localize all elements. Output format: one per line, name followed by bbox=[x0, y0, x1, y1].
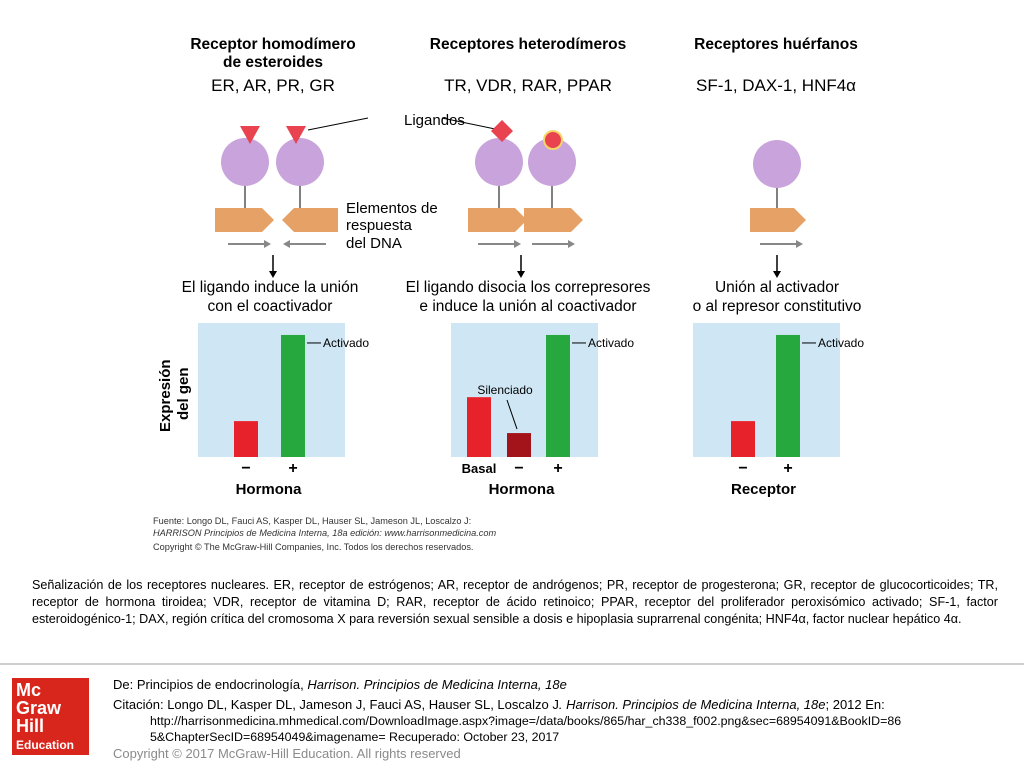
col1-outcome-line1: El ligando induce la unión bbox=[181, 279, 359, 296]
col2-receptors bbox=[468, 120, 583, 248]
chart-bar bbox=[281, 335, 305, 457]
response-element bbox=[215, 208, 274, 232]
ligands-label: Ligandos bbox=[404, 112, 465, 129]
y-axis-title bbox=[157, 359, 192, 432]
dna-label-line1: Elementos de bbox=[346, 200, 438, 217]
arrow-head bbox=[283, 240, 290, 248]
chart-bar bbox=[507, 433, 531, 457]
chart-bar bbox=[731, 421, 755, 457]
from-book: Harrison. Principios de Medicina Interna, 18e bbox=[307, 677, 567, 692]
source-line2: HARRISON Principios de Medicina Interna, 18a edición: www.harrisonmedicina.com bbox=[153, 528, 497, 538]
source-block bbox=[153, 516, 496, 552]
chart-bar bbox=[776, 335, 800, 457]
down-arrow-head bbox=[773, 271, 781, 278]
citation-url-line1[interactable]: http://harrisonmedicina.mhmedical.com/DownloadImage.aspx?image=/data/books/865/har_ch338_f002.png&sec=68954091&BookID=86 bbox=[150, 714, 902, 728]
receptor-circle bbox=[753, 140, 801, 188]
response-element bbox=[524, 208, 583, 232]
response-element bbox=[282, 208, 338, 232]
logo-line1: Mc bbox=[16, 680, 42, 700]
annotation-label: Activado bbox=[818, 335, 865, 350]
col3-title: Receptores huérfanos bbox=[694, 36, 858, 53]
tick-label: Basal bbox=[461, 461, 497, 476]
tick-label: − bbox=[514, 460, 524, 477]
arrow-head bbox=[796, 240, 803, 248]
logo-line3: Hill bbox=[16, 716, 45, 736]
col2-examples: TR, VDR, RAR, PPAR bbox=[444, 76, 612, 95]
col1-examples: ER, AR, PR, GR bbox=[211, 76, 335, 95]
figure-caption: Señalización de los receptores nucleares. ER, receptor de estrógenos; AR, receptor de andrógenos; PR, receptor de progesterona; GR, receptor de glucocorticoides; TR, receptor de hormona tiroidea; VDR, receptor de vitamina D; RAR, receptor de ácido retinoico; PPAR, receptor del proliferador peroxisómico activado; SF-1, factor esteroidogénico-1; DAX, región crítica del cromosoma X para reversión sexual sensible a dosis e hipoplasia suprarrenal congénita; HNF4α, factor nuclear hepático 4α. bbox=[32, 578, 998, 627]
copyright-footer: Copyright © 2017 McGraw-Hill Education. All rights reserved bbox=[113, 746, 461, 761]
from-prefix: De: Principios de endocrinología, bbox=[113, 677, 308, 692]
down-arrow-head bbox=[517, 271, 525, 278]
response-element bbox=[468, 208, 527, 232]
chart-bar bbox=[546, 335, 570, 457]
citation-prefix: Citación: Longo DL, Kasper DL, Jameson J, Fauci AS, Hauser SL, Loscalzo J bbox=[113, 697, 559, 712]
col3-outcome-line1: Unión al activador bbox=[714, 279, 840, 296]
nuclear-receptor-figure bbox=[140, 22, 870, 557]
col1-title-line2: de esteroides bbox=[223, 54, 323, 71]
col2-outcome-line2: e induce la unión al coactivador bbox=[419, 298, 637, 315]
x-axis-label: Hormona bbox=[488, 481, 555, 498]
arrow-head bbox=[568, 240, 575, 248]
response-element bbox=[750, 208, 806, 232]
annotation-label: Activado bbox=[323, 335, 370, 350]
arrow-head bbox=[264, 240, 271, 248]
footer-separator bbox=[0, 663, 1024, 665]
mcgraw-hill-logo bbox=[12, 678, 89, 755]
col2-outcome-line1: El ligando disocia los correpresores bbox=[405, 279, 651, 296]
col3-receptors bbox=[750, 140, 806, 248]
tick-label: − bbox=[738, 460, 748, 477]
column-headers bbox=[190, 36, 858, 95]
logo-line2: Graw bbox=[16, 698, 62, 718]
outcome-texts bbox=[182, 279, 862, 315]
arrow-head bbox=[514, 240, 521, 248]
annotation-label: Silenciado bbox=[477, 383, 533, 397]
citation-book: . Harrison. Principios de Medicina Interna, 18e bbox=[558, 697, 826, 712]
tick-label: − bbox=[241, 460, 251, 477]
dna-label bbox=[346, 200, 438, 252]
x-axis-label: Hormona bbox=[235, 481, 302, 498]
logo-line4: Education bbox=[16, 738, 75, 752]
annotation-label: Activado bbox=[588, 335, 635, 350]
chart-bar bbox=[467, 397, 491, 457]
receptor-circle bbox=[276, 138, 324, 186]
y-axis-line2: del gen bbox=[175, 367, 192, 420]
col1-receptors bbox=[215, 126, 338, 248]
col1-outcome-line2: con el coactivador bbox=[207, 298, 333, 315]
col3-examples: SF-1, DAX-1, HNF4α bbox=[695, 76, 857, 95]
down-arrows bbox=[273, 255, 777, 272]
chart-bar bbox=[234, 421, 258, 457]
from-line bbox=[113, 677, 567, 693]
tick-label: + bbox=[553, 460, 563, 477]
citation-url-line2: 5&ChapterSecID=68954049&imagename= Recuperado: October 23, 2017 bbox=[150, 730, 560, 744]
col2-title: Receptores heterodímeros bbox=[429, 36, 627, 53]
tick-label: + bbox=[288, 460, 298, 477]
source-line3: Copyright © The McGraw-Hill Companies, Inc. Todos los derechos reservados. bbox=[153, 542, 474, 552]
col3-outcome-line2: o al represor constitutivo bbox=[692, 298, 862, 315]
dna-label-line2: respuesta bbox=[346, 217, 412, 234]
citation-suffix: ; 2012 En: bbox=[825, 697, 885, 712]
ligand-circle bbox=[544, 131, 562, 149]
chart-layer bbox=[198, 323, 864, 498]
x-axis-label: Receptor bbox=[730, 481, 797, 498]
down-arrow-head bbox=[269, 271, 277, 278]
col1-title-line1: Receptor homodímero bbox=[190, 36, 356, 53]
receptor-circle bbox=[475, 138, 523, 186]
citation-line bbox=[113, 697, 885, 713]
dna-label-line3: del DNA bbox=[346, 235, 402, 252]
ligand-leader-left bbox=[308, 118, 368, 130]
source-line1: Fuente: Longo DL, Fauci AS, Kasper DL, Hauser SL, Jameson JL, Loscalzo J: bbox=[153, 516, 472, 526]
tick-label: + bbox=[783, 460, 793, 477]
y-axis-line1: Expresión bbox=[157, 359, 174, 432]
receptor-circle bbox=[221, 138, 269, 186]
